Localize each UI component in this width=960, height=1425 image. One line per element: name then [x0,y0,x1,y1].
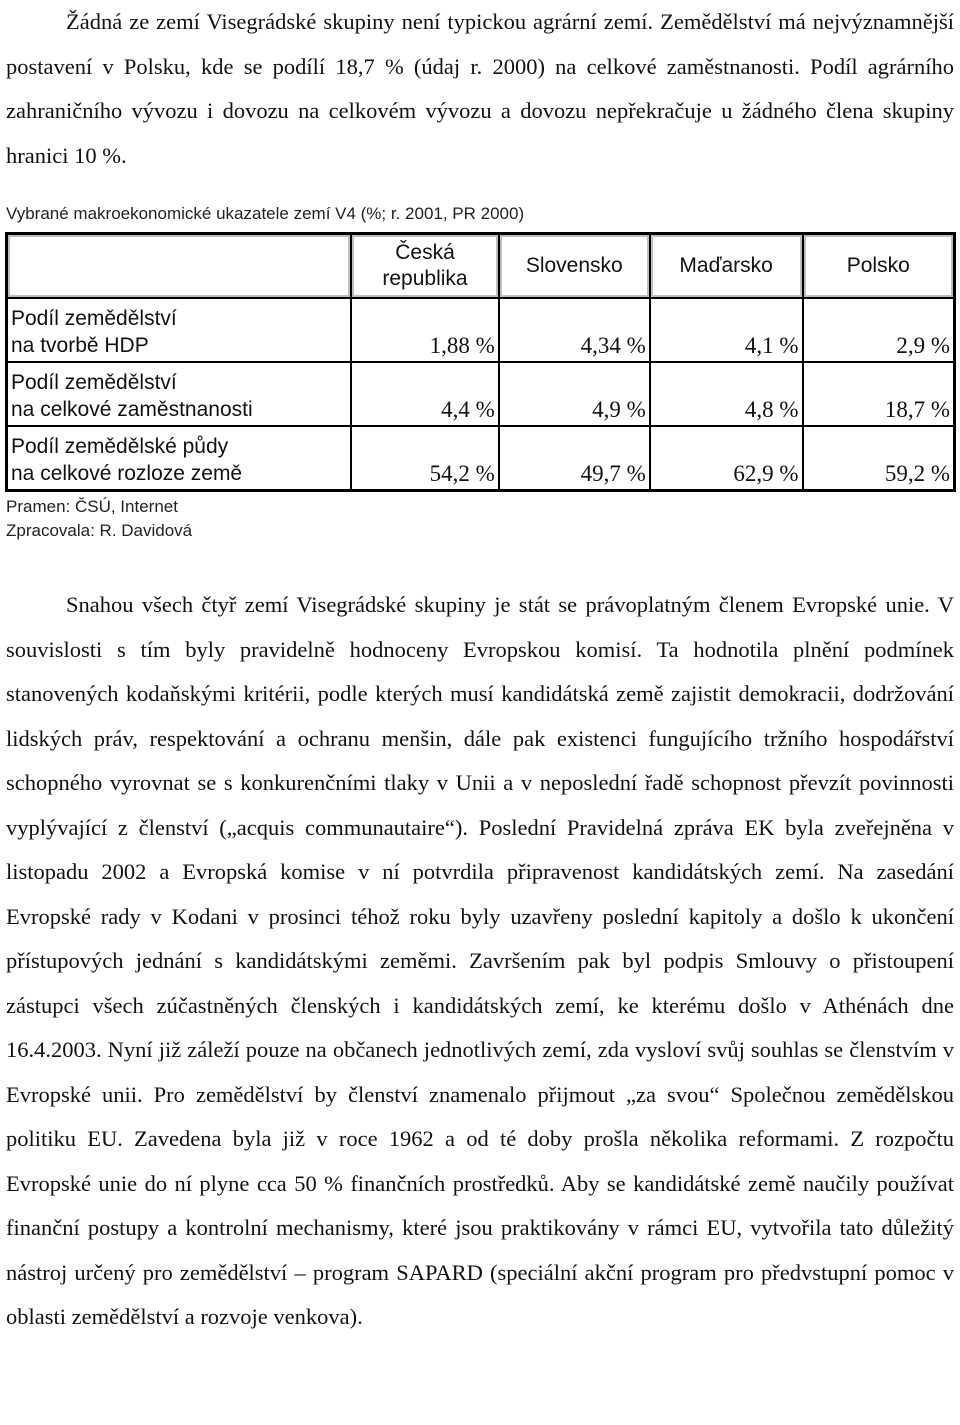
author-line: Zpracovala: R. Davidová [6,521,193,540]
table-row [7,298,955,362]
table-cell: 4,34 % [499,298,650,362]
table-cell: 49,7 % [499,426,650,490]
table-cell: 4,8 % [650,362,803,426]
row-label: Podíl zemědělství na celkové zaměstnanosti [7,362,352,426]
table-header-row [7,234,955,299]
table-cell: 1,88 % [351,298,499,362]
table-cell: 18,7 % [803,362,955,426]
table-cell: 59,2 % [803,426,955,490]
indicators-table [5,232,956,492]
table-row [7,362,955,426]
table-cell: 2,9 % [803,298,955,362]
main-paragraph: Snahou všech čtyř zemí Visegrádské skupiny je stát se právoplatným členem Evropské unie. V souvislosti s tím byly pravidelně hodnoceny Evropskou komisí. Ta hodnotila plnění podmínek stanovených kodaňskými kritérii, podle kterých musí kandidátská země zajistit demokracii, dodržování lidských práv, respektování a ochranu menšin, dále pak existenci fungujícího tržního hospodářství schopného vyrovnat se s konkurenčními tlaky v Unii a v neposlední řadě schopnost převzít povinnosti vyplývající z členství („acquis communautaire“). Poslední Pravidelná zpráva EK byla zveřejněna v listopadu 2002 a Evropská komise v ní potvrdila připravenost kandidátských zemí. Na zasedání Evropské rady v Kodani v prosinci téhož roku byly uzavřeny poslední kapitoly a došlo k ukončení přístupových jednání s kandidátskými zeměmi. Završením pak byl podpis Smlouvy o přistoupení zástupci všech zúčastněných členských i kandidátských zemí, ke kterému došlo v Athénách dne 16.4.2003. Nyní již záleží pouze na občanech jednotlivých zemí, zda vysloví svůj souhlas se členstvím v Evropské unii. Pro zemědělství by členství znamenalo přijmout „za svou“ Společnou zemědělskou politiku EU. Zavedena byla již v roce 1962 a od té doby prošla několika reformami. Z rozpočtu Evropské unie do ní plyne cca 50 % finančních prostředků. Aby se kandidátské země naučily používat finanční postupy a kontrolní mechanismy, které jsou praktikovány v rámci EU, vytvořila tato důležitý nástroj určený pro zemědělství – program SAPARD (speciální akční program pro předvstupní pomoc v oblasti zemědělství a rozvoje venkova). [6,592,954,1329]
table-caption: Vybrané makroekonomické ukazatele zemí V4 (%; r. 2001, PR 2000) [6,204,525,223]
row-label: Podíl zemědělství na tvorbě HDP [7,298,352,362]
table-header-empty [7,234,352,299]
table-header-poland: Polsko [803,234,955,299]
table-header-czech: Česká republika [351,234,499,299]
table-cell: 4,4 % [351,362,499,426]
table-cell: 4,1 % [650,298,803,362]
table-cell: 62,9 % [650,426,803,490]
table-header-hungary: Maďarsko [650,234,803,299]
table-row [7,426,955,490]
table-header-slovakia: Slovensko [499,234,650,299]
row-label: Podíl zemědělské půdy na celkové rozloze země [7,426,352,490]
table-cell: 54,2 % [351,426,499,490]
intro-paragraph: Žádná ze zemí Visegrádské skupiny není typickou agrární zemí. Zemědělství má nejvýznamnější postavení v Polsku, kde se podílí 18,7 % (údaj r. 2000) na celkové zaměstnanosti. Podíl agrárního zahraničního vývozu i dovozu na celkovém vývozu a dovozu nepřekračuje u žádného člena skupiny hranici 10 %. [6,9,954,168]
table-cell: 4,9 % [499,362,650,426]
source-line: Pramen: ČSÚ, Internet [6,497,178,516]
